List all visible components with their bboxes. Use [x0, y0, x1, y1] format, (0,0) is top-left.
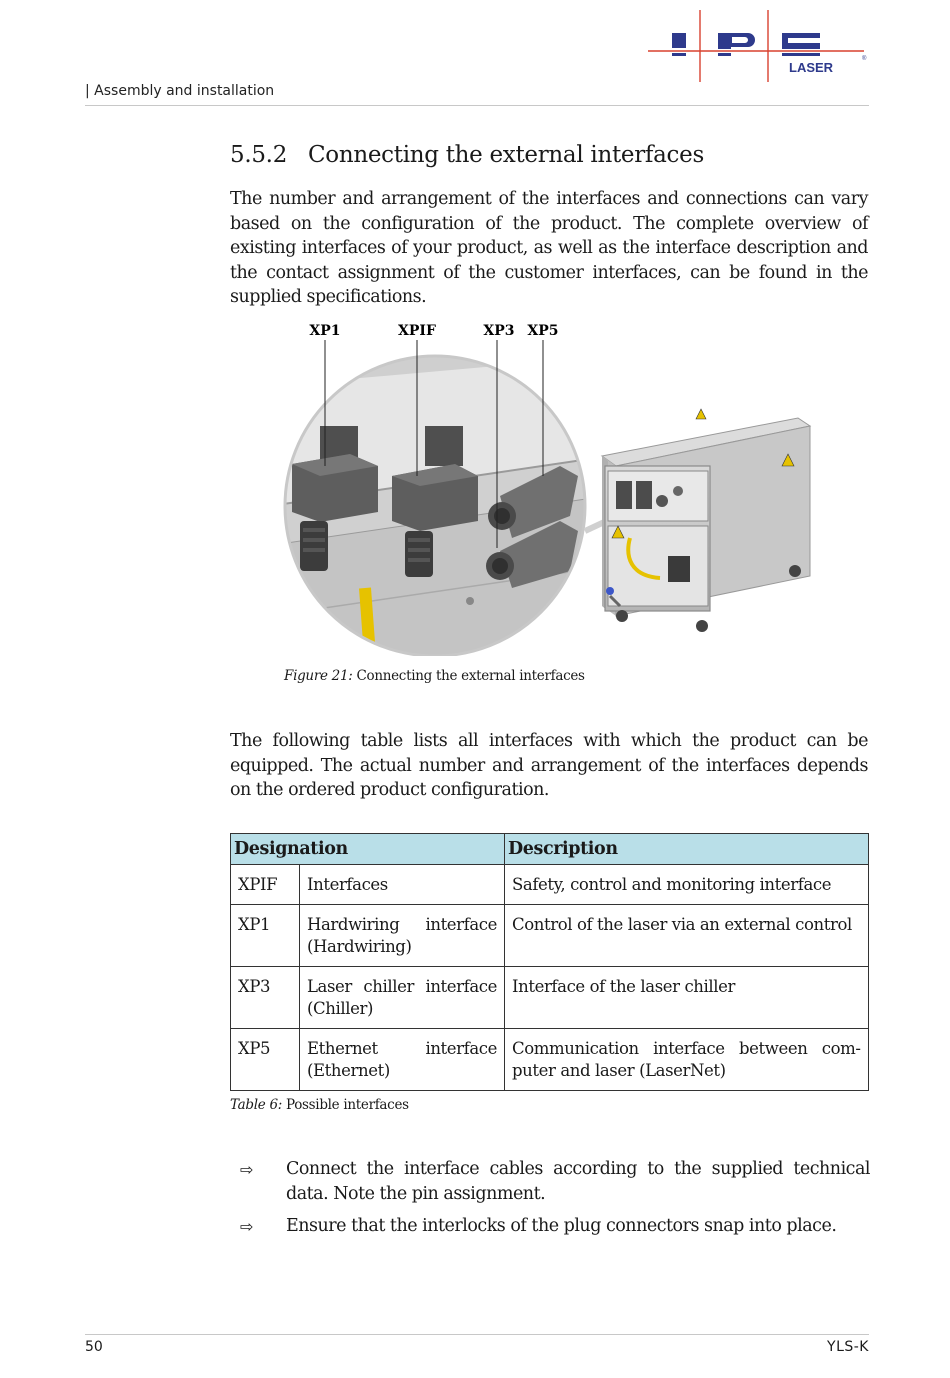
running-header: | Assembly and installation — [85, 83, 275, 99]
row-name: Ethernet interface (Ethernet) — [300, 1029, 505, 1091]
intro-paragraph: The number and arrangement of the interfaces and connections can vary based on the configuration of the product. The complete overview of existing interfaces of your product, as well as the interface description and the contact assignment of the customer interfaces, can be found in the supplied specifications. — [230, 189, 868, 307]
section-number: 5.5.2 — [230, 142, 288, 168]
table-caption-text: Possible interfaces — [281, 1097, 409, 1113]
row-description: Interface of the laser chiller — [505, 967, 869, 1029]
interfaces-figure — [230, 316, 870, 656]
laser-device — [602, 409, 810, 632]
label-xp1: XP1 — [309, 323, 341, 339]
row-code: XPIF — [231, 865, 300, 905]
instruction-text: Ensure that the interlocks of the plug connectors snap into place. — [286, 1216, 837, 1236]
instruction-text: Connect the interface cables according to the supplied technical data. Note the pin assignment. — [286, 1159, 870, 1204]
label-xp5: XP5 — [527, 323, 559, 339]
instruction-item — [240, 1157, 870, 1206]
zoom-detail — [270, 346, 610, 656]
table-row — [231, 967, 869, 1029]
row-description: Safety, control and monitoring interface — [505, 865, 869, 905]
ipg-laser-logo — [640, 6, 872, 84]
instruction-item — [240, 1214, 870, 1240]
interfaces-table — [230, 833, 869, 1091]
row-code: XP1 — [231, 905, 300, 967]
table-intro-paragraph: The following table lists all interfaces with which the product can be equipped. The actual number and arrangement of the interfaces depends on the ordered product configuration. — [230, 731, 868, 800]
figure-caption — [284, 668, 585, 684]
section-heading — [230, 142, 704, 168]
footer-divider — [85, 1334, 869, 1335]
table-row — [231, 905, 869, 967]
row-name: Laser chiller interface (Chiller) — [300, 967, 505, 1029]
registered-mark: ® — [862, 56, 867, 62]
row-code: XP3 — [231, 967, 300, 1029]
figure-caption-label: Figure 21: — [284, 668, 353, 684]
table-row — [231, 1029, 869, 1091]
row-name: Hardwiring interface (Hardwiring) — [300, 905, 505, 967]
header-divider — [85, 105, 869, 106]
label-xpif: XPIF — [398, 323, 436, 339]
header-designation: Designation — [231, 834, 505, 865]
arrow-right-outline-icon: ⇨ — [240, 1217, 253, 1236]
table-row — [231, 865, 869, 905]
row-name: Interfaces — [300, 865, 505, 905]
table-header-row — [231, 834, 869, 865]
page-number: 50 — [85, 1339, 103, 1355]
arrow-right-outline-icon: ⇨ — [240, 1160, 253, 1179]
row-description: Control of the laser via an external control — [505, 905, 869, 967]
label-xp3: XP3 — [483, 323, 515, 339]
row-description: Communication interface between computer and laser (LaserNet) — [505, 1029, 869, 1091]
logo-subtext: LASER — [789, 60, 834, 75]
section-title: Connecting the external interfaces — [308, 142, 704, 168]
yellow-cable — [365, 588, 370, 656]
row-code: XP5 — [231, 1029, 300, 1091]
table-caption — [230, 1097, 409, 1113]
figure-caption-text: Connecting the external interfaces — [352, 668, 585, 684]
instruction-list — [240, 1157, 870, 1248]
product-name: YLS-K — [827, 1339, 869, 1355]
table-caption-label: Table 6: — [230, 1097, 282, 1113]
header-description: Description — [505, 834, 869, 865]
